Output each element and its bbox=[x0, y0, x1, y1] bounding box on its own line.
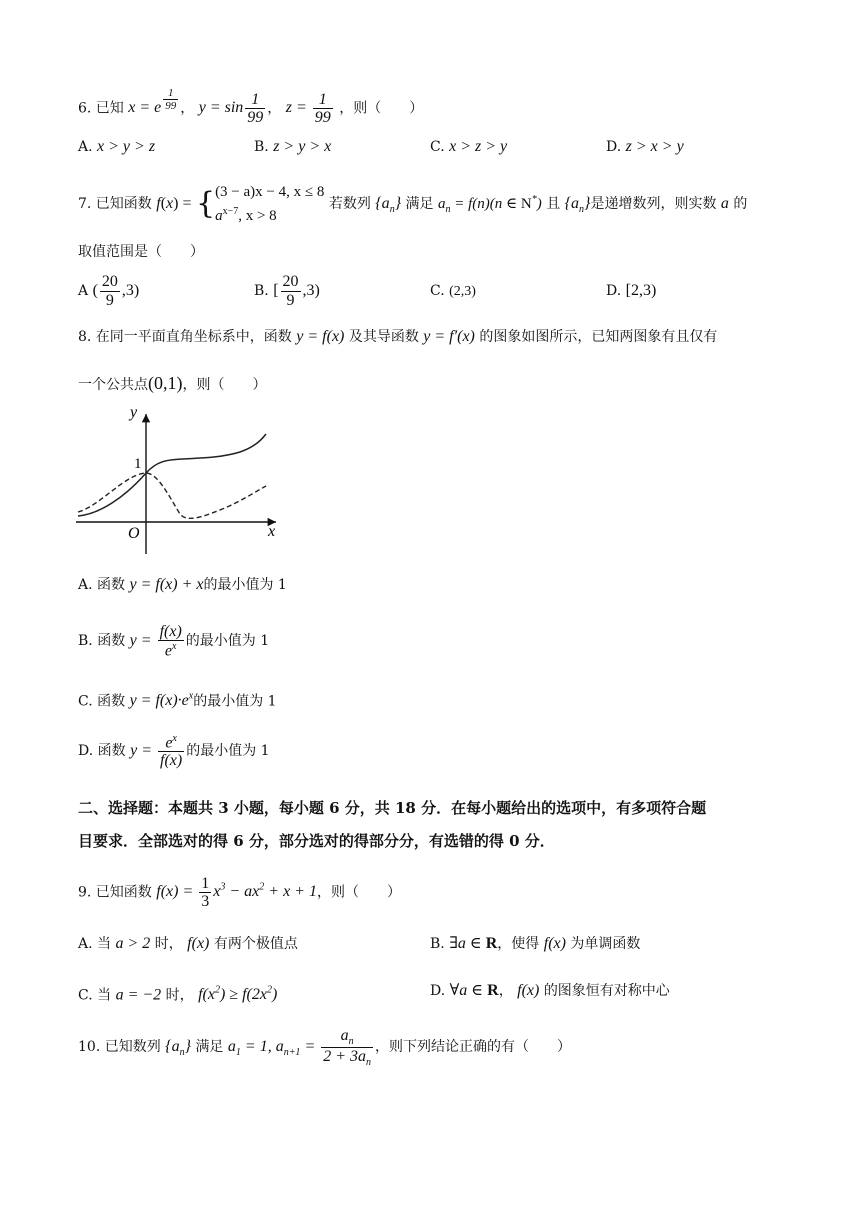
q7-option-c[interactable] bbox=[430, 270, 476, 313]
tick-label-one: 1 bbox=[134, 456, 142, 472]
option-label: D. bbox=[606, 283, 622, 299]
q8-point: (0,1) bbox=[148, 373, 183, 393]
q6-z-expr: z = $\frac{1}{99}$ bbox=[285, 90, 331, 127]
option-label: C. bbox=[430, 139, 445, 155]
option-mid: ， bbox=[498, 983, 513, 999]
option-ineq: $f(x^2) \ge f(2x^2)$ bbox=[198, 985, 278, 1004]
q7-piecewise bbox=[215, 182, 324, 226]
q10-stem-prefix: 10. 已知数列 bbox=[78, 1039, 161, 1055]
q6-stem: 6. 已知 x = e $^{\frac{1}{99}}$ ， y = sin $\frac{1}{99}$ ， z = $\frac{1}{99}$ ，则（ ） bbox=[78, 87, 424, 127]
q7-options bbox=[78, 270, 798, 314]
x-axis-label: x bbox=[268, 523, 276, 540]
option-den: 9 bbox=[105, 291, 114, 309]
option-pre: B. bbox=[430, 936, 445, 952]
option-label: C. bbox=[430, 283, 445, 299]
q6-option-c[interactable] bbox=[430, 138, 507, 156]
q7-stem-tail: 是递增数列，则实数 bbox=[590, 196, 717, 212]
q8-option-b[interactable] bbox=[78, 620, 269, 662]
q7-stem-mid2: 满足 bbox=[405, 196, 434, 212]
q9-option-c[interactable] bbox=[78, 978, 277, 1008]
q6-stem-prefix: 6. 已知 bbox=[78, 100, 124, 117]
option-fn: f(x) bbox=[543, 935, 566, 952]
option-post: 的最小值为 1 bbox=[193, 693, 277, 710]
q7-stem-mid: 若数列 bbox=[328, 196, 371, 212]
q9-option-d[interactable] bbox=[430, 978, 670, 1004]
origin-label: O bbox=[128, 525, 140, 542]
q7-piece2-base: a bbox=[215, 208, 223, 224]
option-label: A bbox=[78, 283, 89, 299]
q8-text-e: ，则（ ） bbox=[182, 377, 267, 393]
option-label: A. bbox=[78, 139, 93, 155]
q8-option-c[interactable] bbox=[78, 684, 277, 714]
q7-seq-2: $\{a_n\}$ bbox=[564, 195, 591, 216]
option-post: 为单调函数 bbox=[570, 936, 641, 952]
option-cond: a > 2 bbox=[115, 935, 151, 952]
q9-option-b[interactable] bbox=[430, 931, 640, 957]
q7-stem bbox=[78, 174, 747, 226]
option-label: A. bbox=[78, 577, 93, 593]
option-pre: 函数 bbox=[97, 577, 126, 593]
option-fn: f(x) bbox=[187, 935, 210, 952]
section2-heading-line1: 二、选择题：本题共 3 小题，每小题 6 分，共 18 分．在每小题给出的选项中，有多项符合题 bbox=[78, 799, 707, 817]
option-expr: $y = f(x)\cdot e^x$ bbox=[129, 691, 194, 710]
option-quantifier: ∀a ∈ R bbox=[449, 982, 499, 999]
option-pre: A. 当 bbox=[78, 936, 112, 952]
q6-stem-suffix: ，则（ ） bbox=[339, 100, 424, 117]
q6-option-b[interactable] bbox=[254, 138, 331, 156]
option-expr: z > y > x bbox=[273, 138, 332, 155]
option-pre: D. bbox=[430, 983, 446, 999]
q7-stem-tail2: 的 bbox=[733, 196, 748, 212]
q7-var-a: a bbox=[720, 195, 729, 212]
q6-x-expr: x = e $^{\frac{1}{99}}$ bbox=[128, 87, 177, 117]
q8-text-d: 一个公共点 bbox=[78, 377, 148, 393]
option-mid: 时， bbox=[165, 987, 194, 1004]
section2-heading-line2: 目要求．全部选对的得 6 分，部分选对的得部分分，有选错的得 0 分． bbox=[78, 832, 555, 850]
fprime-curve bbox=[78, 473, 266, 518]
option-pre: 函数 bbox=[97, 743, 126, 759]
q8-option-a[interactable] bbox=[78, 572, 287, 598]
q7-piece-2 bbox=[215, 202, 324, 226]
option-expr: y = $\frac{f(x)}{e^x}$ bbox=[129, 622, 182, 660]
q8-stem-line1 bbox=[78, 322, 717, 352]
q9-option-a[interactable] bbox=[78, 931, 298, 957]
option-post: 有两个极值点 bbox=[213, 936, 298, 952]
option-open: [ bbox=[273, 282, 279, 299]
q6-option-d[interactable] bbox=[606, 138, 684, 156]
y-axis-label: y bbox=[130, 404, 138, 421]
option-den: 9 bbox=[286, 291, 295, 309]
q7-stem-prefix: 7. 已知函数 bbox=[78, 196, 152, 212]
q8-fn-y: y = f(x) bbox=[296, 328, 345, 345]
q7-piece-1: (3 − a)x − 4, x ≤ 8 bbox=[215, 184, 325, 200]
q7-piece2-tail: , x > 8 bbox=[238, 208, 277, 224]
option-post: 的最小值为 1 bbox=[186, 743, 270, 759]
q7-stem-line2: 取值范围是（ ） bbox=[78, 244, 204, 260]
q8-graph bbox=[70, 402, 290, 562]
q10-seq: $\{a_n\}$ bbox=[165, 1038, 191, 1059]
q8-text-b: 及其导函数 bbox=[348, 329, 419, 345]
q8-stem-line2 bbox=[78, 368, 267, 400]
option-rest: ,3) bbox=[302, 282, 320, 299]
option-expr: x > y > z bbox=[97, 138, 156, 155]
option-label: B. bbox=[254, 283, 269, 299]
option-pre: 函数 bbox=[97, 693, 126, 710]
option-cond: a = −2 bbox=[115, 986, 162, 1004]
q10-stem-suffix: ，则下列结论正确的有（ ） bbox=[375, 1039, 572, 1055]
f-curve bbox=[78, 434, 266, 516]
q9-stem-prefix: 9. 已知函数 bbox=[78, 884, 152, 901]
option-label: C. bbox=[78, 693, 93, 710]
option-expr: x > z > y bbox=[449, 138, 508, 155]
option-label: B. bbox=[254, 139, 269, 155]
q7-stem-mid3: 且 bbox=[546, 196, 561, 212]
q8-text-a: 8. 在同一平面直角坐标系中，函数 bbox=[78, 329, 292, 345]
q6-y-expr: y = sin $\frac{1}{99}$ bbox=[198, 90, 264, 127]
q7-seq: $\{a_n\}$ bbox=[375, 195, 402, 216]
q7-piece2-exp: x−7 bbox=[222, 206, 239, 217]
option-pre: 函数 bbox=[97, 633, 126, 649]
q7-option-d[interactable] bbox=[606, 270, 656, 312]
option-post: 的图象恒有对称中心 bbox=[543, 983, 670, 999]
option-mid: 时， bbox=[154, 936, 183, 952]
option-mid: ，使得 bbox=[497, 936, 540, 952]
option-expr: y = $\frac{e^x}{f(x)}$ bbox=[130, 732, 183, 770]
option-num: 20 bbox=[282, 273, 299, 291]
option-post: 的最小值为 1 bbox=[203, 577, 287, 593]
q10-recurrence: $a_1 = 1$, $a_{n+1}$ = $\frac{a_n}{2 + 3a_n}$ bbox=[227, 1026, 372, 1069]
option-num: 20 bbox=[101, 273, 118, 291]
q6-option-a[interactable] bbox=[78, 138, 155, 156]
q7-function-name: f bbox=[156, 195, 161, 212]
option-quantifier: ∃a ∈ R bbox=[449, 935, 498, 952]
q7-seq-def: $a_n = f(n)(n$ ∈ N*) bbox=[438, 194, 542, 215]
option-label: D. bbox=[78, 743, 94, 759]
option-expr bbox=[273, 273, 320, 309]
q10-stem bbox=[78, 1024, 571, 1070]
option-expr: [2,3) bbox=[625, 282, 657, 299]
option-post: 的最小值为 1 bbox=[185, 633, 270, 649]
q7-option-a[interactable] bbox=[78, 270, 139, 312]
option-label: B. bbox=[78, 633, 93, 649]
q9-function: f(x) = $\frac{1}{3}$ $x^3 - ax^2 + x + 1$ bbox=[156, 874, 317, 911]
q6-options bbox=[78, 138, 798, 164]
q8-text-c: 的图象如图所示，已知两图象有且仅有 bbox=[479, 329, 718, 345]
q8-fn-yprime: y = f′(x) bbox=[423, 328, 475, 345]
q7-brace: { bbox=[195, 186, 216, 221]
q9-stem-suffix: ，则（ ） bbox=[316, 884, 401, 901]
option-expr: z > x > y bbox=[625, 138, 684, 155]
q8-option-d[interactable] bbox=[78, 730, 270, 772]
q7-option-b[interactable] bbox=[254, 270, 320, 312]
option-expr bbox=[92, 273, 140, 309]
option-fn: f(x) bbox=[517, 982, 540, 999]
option-open: ( bbox=[92, 282, 98, 299]
option-expr: (2,3) bbox=[449, 284, 476, 299]
q9-stem bbox=[78, 866, 401, 910]
q10-stem-mid: 满足 bbox=[195, 1039, 224, 1055]
option-rest: ,3) bbox=[121, 282, 140, 299]
option-expr: y = f(x) + x bbox=[129, 576, 204, 593]
option-pre: C. 当 bbox=[78, 987, 112, 1004]
q7-function-arg: (x) = bbox=[160, 195, 192, 212]
option-label: D. bbox=[606, 139, 622, 155]
